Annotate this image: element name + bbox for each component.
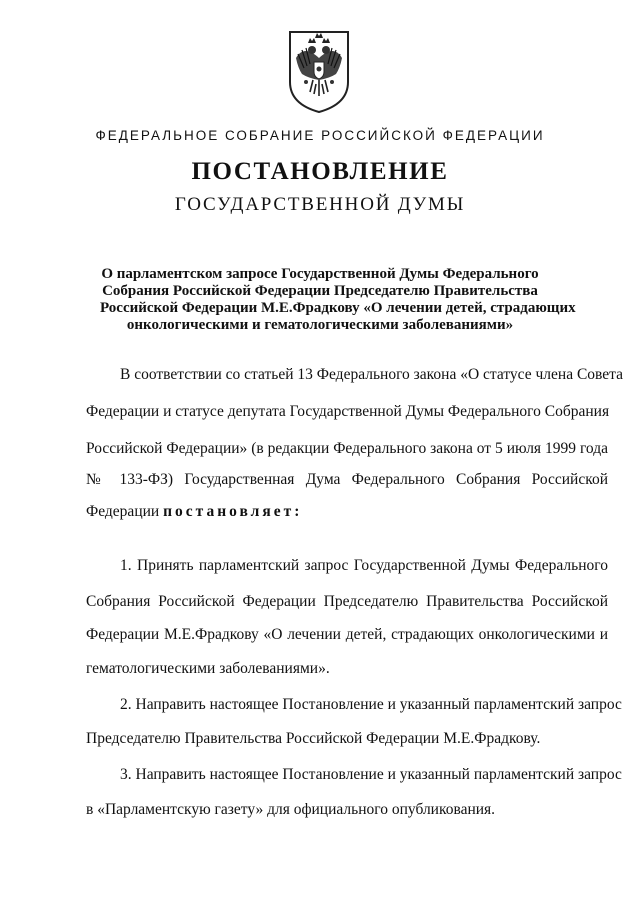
item-1-line: гематологическими заболеваниями». — [86, 660, 330, 677]
preamble-line: Российской Федерации» (в редакции Федерального закона от 5 июля 1999 года — [86, 440, 608, 457]
preamble-line: В соответствии со статьей 13 Федерального закона «О статусе члена Совета — [120, 366, 623, 383]
item-2-line: Председателю Правительства Российской Федерации М.Е.Фрадкову. — [86, 730, 541, 747]
preamble-line — [86, 503, 608, 521]
item-3-line: в «Парламентскую газету» для официального опубликования. — [86, 801, 496, 818]
preamble-last-word: Федерации — [86, 503, 160, 520]
resolves-word: постановляет: — [163, 503, 303, 520]
parliament-name: ФЕДЕРАЛЬНОЕ СОБРАНИЕ РОССИЙСКОЙ ФЕДЕРАЦИИ — [95, 128, 545, 143]
title-line: онкологическими и гематологическими заболеваниями» — [126, 317, 514, 333]
preamble-line: Федерации и статусе депутата Государственной Думы Федерального Собрания — [86, 403, 610, 420]
resolution-title — [100, 266, 576, 334]
item-3-line: 3. Направить настоящее Постановление и указанный парламентский запрос — [120, 766, 622, 783]
title-line: О парламентском запросе Государственной Думы Федерального — [101, 266, 539, 282]
item-2-line: 2. Направить настоящее Постановление и указанный парламентский запрос — [120, 696, 622, 713]
item-1-line: Федерации М.Е.Фрадкову «О лечении детей, страдающих онкологическими и — [86, 626, 608, 643]
item-1-line: 1. Принять парламентский запрос Государственной Думы Федерального — [120, 557, 608, 574]
item-1-line: Собрания Российской Федерации Председателю Правительства Российской — [86, 593, 608, 610]
document-type: ПОСТАНОВЛЕНИЕ — [191, 158, 449, 185]
title-line: Собрания Российской Федерации Председателю Правительства — [102, 283, 538, 299]
issuer-name: ГОСУДАРСТВЕННОЙ ДУМЫ — [174, 194, 466, 215]
title-line: Российской Федерации М.Е.Фрадкову «О лечении детей, страдающих — [100, 300, 576, 316]
preamble-line: № 133-ФЗ) Государственная Дума Федерального Собрания Российской — [86, 471, 608, 488]
russian-coat-of-arms-icon — [286, 28, 352, 114]
